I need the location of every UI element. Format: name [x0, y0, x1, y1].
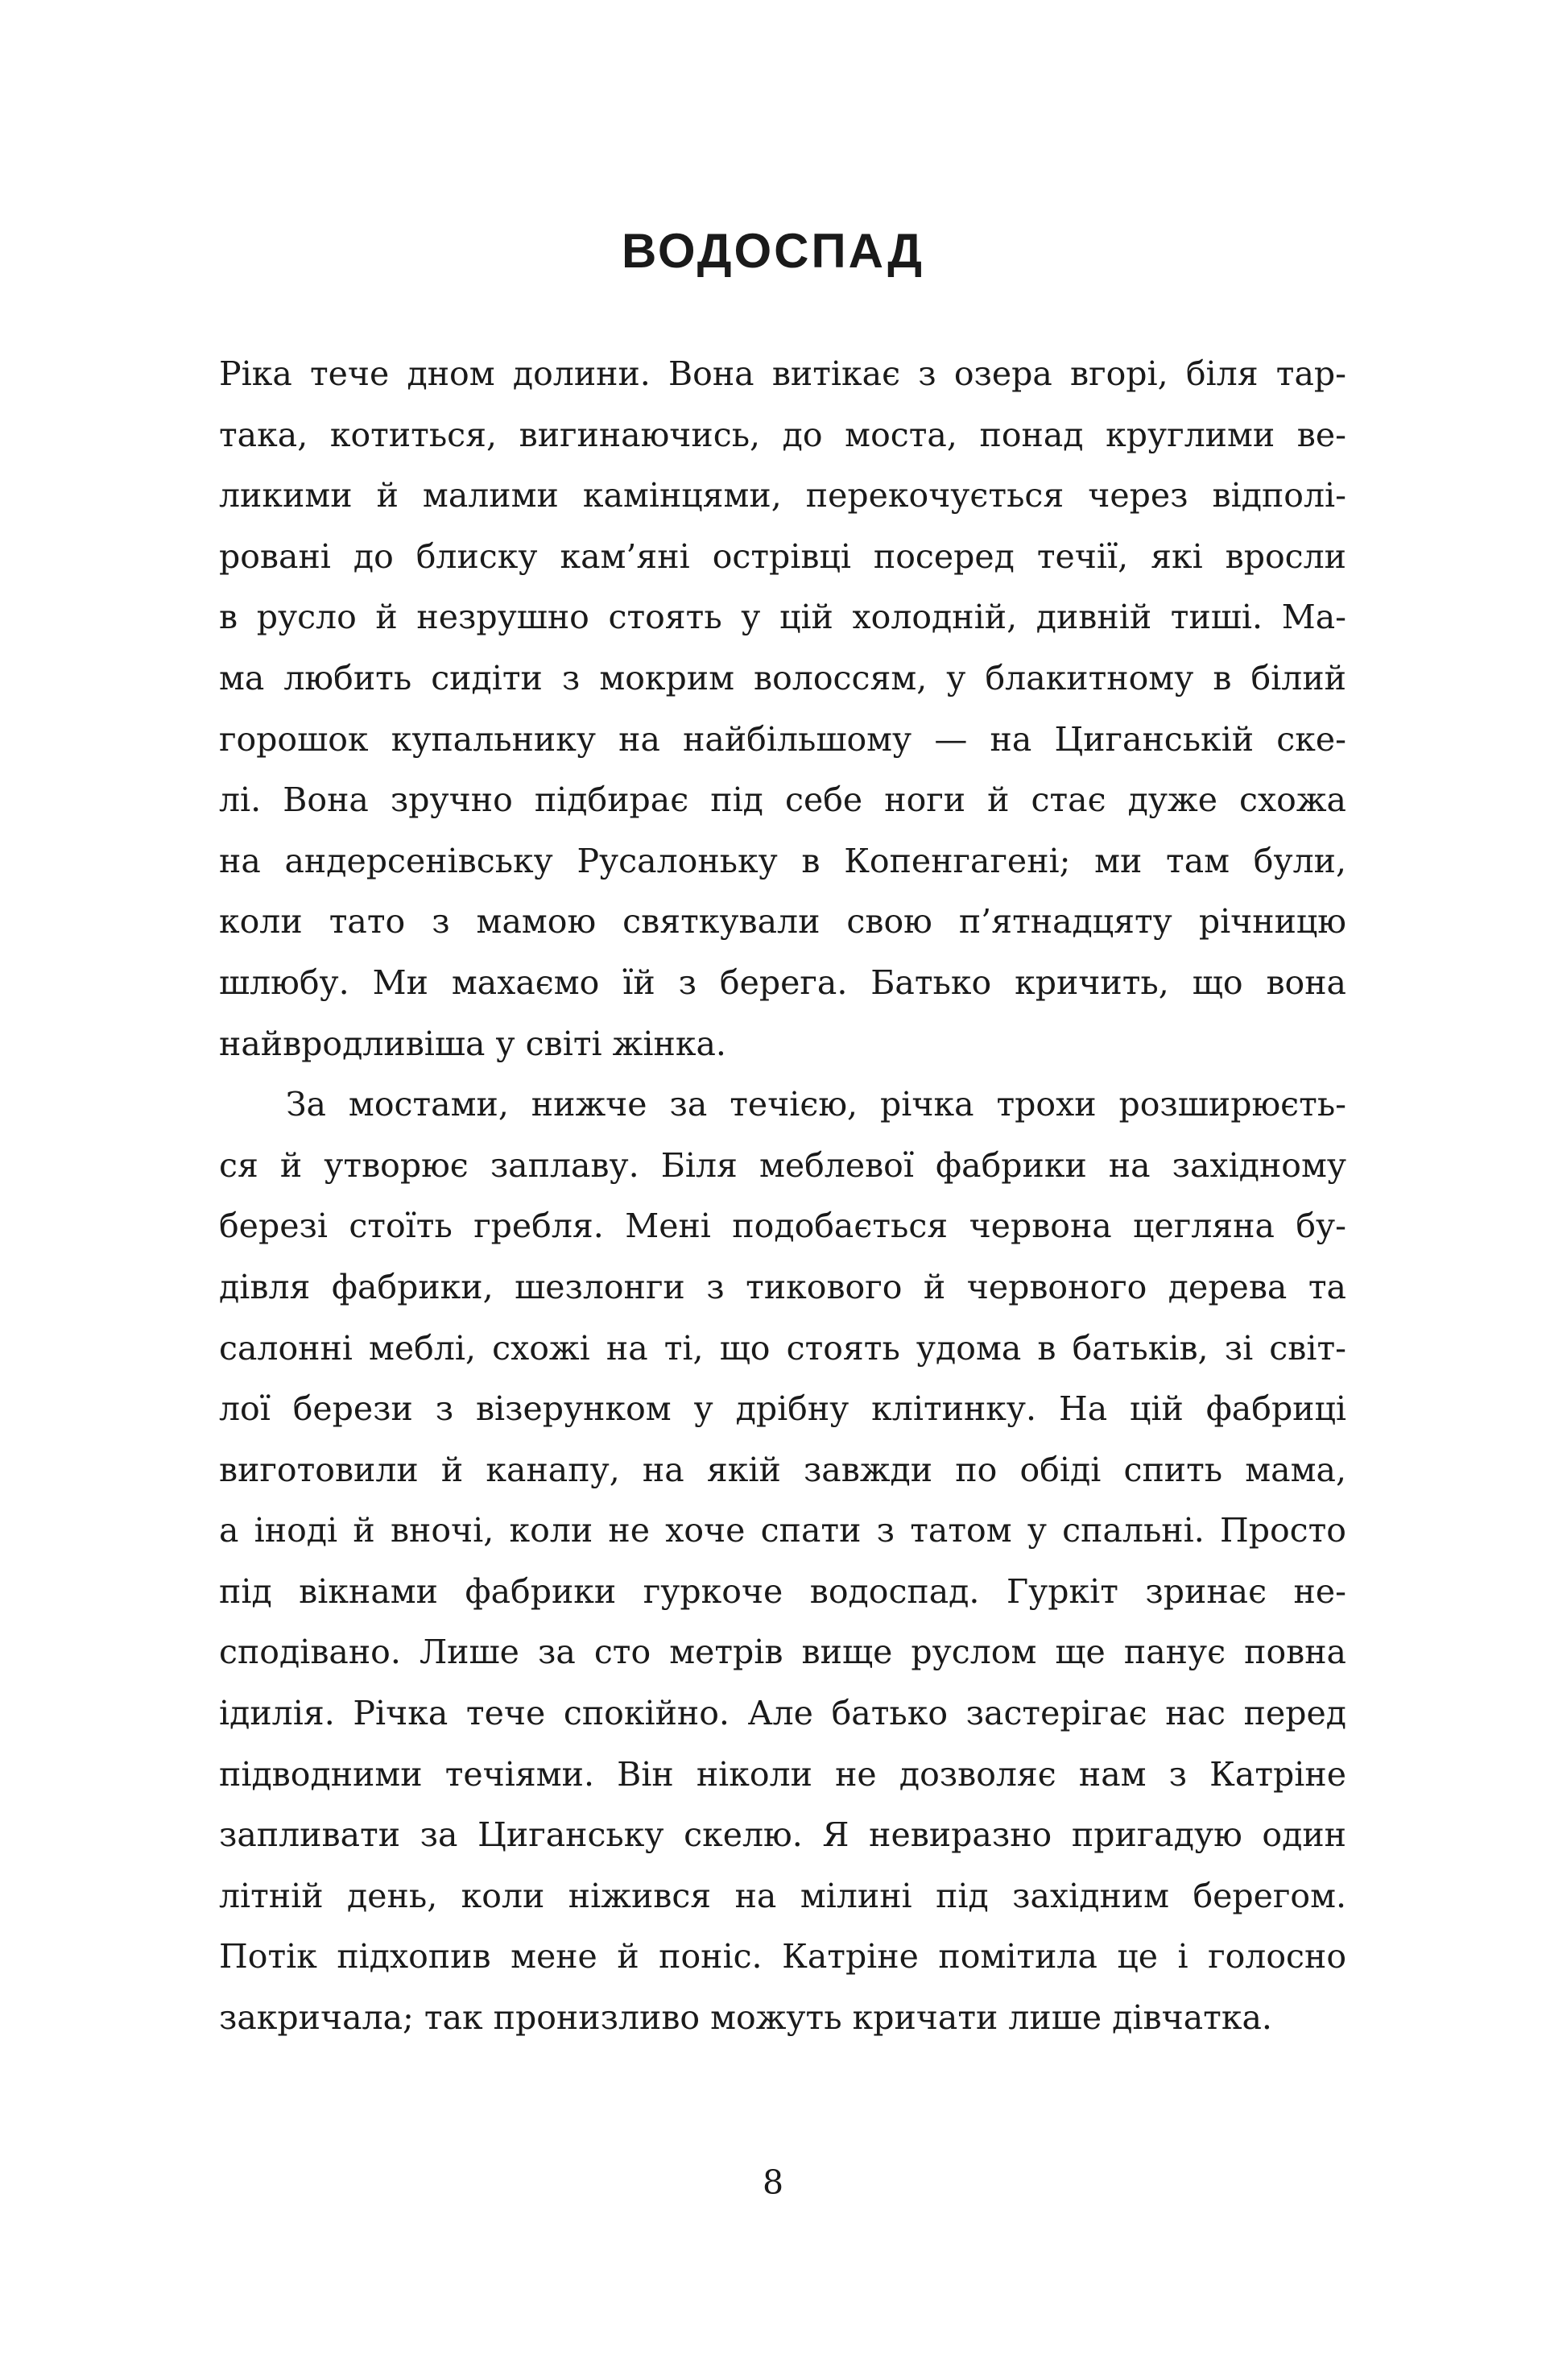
text-line: березі стоїть гребля. Мені подобається червона цегляна бу- [219, 1207, 1346, 1246]
text-line: підводними течіями. Він ніколи не дозволяє нам з Катріне [219, 1754, 1346, 1794]
body-text [219, 344, 1346, 2049]
text-line: найвродливіша у світі жінка. [219, 1024, 726, 1063]
text-line: Ріка тече дном долини. Вона витікає з озера вгорі, біля тар- [219, 354, 1346, 393]
text-line: ідилія. Річка тече спокійно. Але батько застерігає нас перед [219, 1694, 1346, 1733]
text-line: на андерсенівську Русалоньку в Копенгагені; ми там були, [219, 841, 1346, 880]
text-line: закричала; так пронизливо можуть кричати лише дівчатка. [219, 1998, 1272, 2038]
text-line: літній день, коли ніжився на мілині під західним берегом. [219, 1876, 1346, 1915]
chapter-title: ВОДОСПАД [622, 224, 924, 278]
text-line: ликими й малими камінцями, перекочується через відполі- [219, 476, 1346, 515]
text-line: під вікнами фабрики гуркоче водоспад. Гуркіт зринає не- [219, 1571, 1346, 1611]
text-line: ровані до блиску кам’яні острівці посеред течії, які вросли [219, 536, 1346, 576]
text-line: така, котиться, вигинаючись, до моста, понад круглими ве- [219, 415, 1346, 454]
text-line: За мостами, нижче за течією, річка трохи розширюєть- [286, 1085, 1346, 1124]
text-line: лої берези з візерунком у дрібну клітинку. На цій фабриці [219, 1389, 1346, 1429]
text-line: виготовили й канапу, на якій завжди по обіді спить мама, [219, 1450, 1346, 1489]
text-line: лі. Вона зручно підбирає під себе ноги й стає дуже схожа [219, 780, 1346, 820]
text-line: запливати за Циганську скелю. Я невиразно пригадую один [219, 1815, 1346, 1855]
text-line: горошок купальнику на найбільшому — на Циганській ске- [219, 719, 1346, 759]
text-line: ся й утворює заплаву. Біля меблевої фабрики на західному [219, 1145, 1346, 1185]
text-line: в русло й незрушно стоять у цій холодній, дивній тиші. Ма- [219, 598, 1346, 637]
text-line: Потік підхопив мене й поніс. Катріне помітила це і голосно [219, 1937, 1346, 1976]
text-line: ма любить сидіти з мокрим волоссям, у блакитному в білий [219, 658, 1346, 697]
page-number: 8 [762, 2163, 784, 2202]
text-line: салонні меблі, схожі на ті, що стоять удома в батьків, зі світ- [219, 1328, 1346, 1368]
text-line: коли тато з мамою святкували свою п’ятнадцяту річницю [219, 902, 1346, 942]
text-line: шлюбу. Ми махаємо їй з берега. Батько кричить, що вона [219, 962, 1346, 1002]
text-line: дівля фабрики, шезлонги з тикового й червоного дерева та [219, 1267, 1346, 1306]
text-line: а іноді й вночі, коли не хоче спати з татом у спальні. Просто [219, 1511, 1346, 1550]
paragraph-1 [219, 344, 1346, 1074]
paragraph-2 [219, 1074, 1346, 2049]
text-line: сподівано. Лише за сто метрів вище руслом ще панує повна [219, 1633, 1346, 1672]
